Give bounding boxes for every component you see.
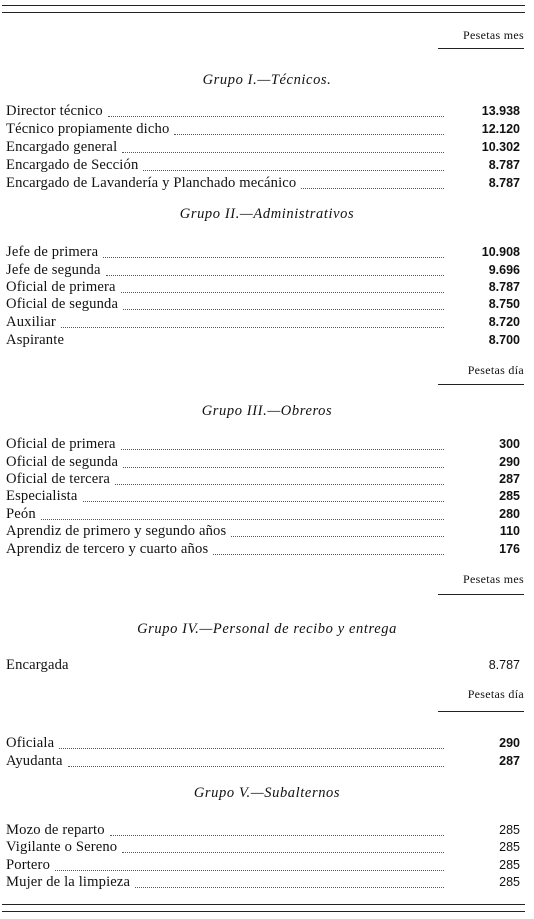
table-row <box>6 313 520 331</box>
bottom-rule-thick <box>2 911 525 912</box>
leader-dots <box>121 449 444 450</box>
row-label: Oficial de primera <box>6 436 116 452</box>
leader-dots <box>59 748 444 749</box>
row-label: Técnico propiamente dicho <box>6 121 170 137</box>
row-value: 176 <box>499 542 520 556</box>
row-label: Mujer de la limpieza <box>6 874 131 890</box>
table-row <box>6 174 520 192</box>
leader-dots <box>143 170 444 171</box>
row-label: Portero <box>6 857 51 873</box>
leader-dots <box>123 467 444 468</box>
row-label: Aspirante <box>6 332 65 348</box>
row-label: Director técnico <box>6 103 103 119</box>
row-value: 285 <box>499 840 520 854</box>
unit-header-mes: Pesetas mes <box>463 572 524 586</box>
row-value: 110 <box>499 524 520 538</box>
table-row <box>6 838 520 856</box>
group-title-subalternos: Grupo V.—Subalternos <box>193 785 341 801</box>
leader-dots <box>231 536 444 537</box>
row-value: 12.120 <box>481 122 520 136</box>
table-row <box>6 752 520 770</box>
leader-dots <box>55 870 444 871</box>
table-row <box>6 120 520 138</box>
table-row <box>6 470 520 488</box>
row-label: Oficial de segunda <box>6 296 119 312</box>
table-row <box>6 278 520 296</box>
leader-dots <box>110 835 444 836</box>
table-row <box>6 331 520 349</box>
row-label: Auxiliar <box>6 314 56 330</box>
table-row <box>6 540 520 558</box>
unit-header-rule <box>438 384 524 385</box>
row-value: 285 <box>499 823 520 837</box>
unit-header-mes: Pesetas mes <box>463 28 524 42</box>
unit-header-dia: Pesetas día <box>467 687 524 701</box>
unit-header-rule <box>438 48 524 49</box>
row-label: Oficial de primera <box>6 279 116 295</box>
group-title-obreros: Grupo III.—Obreros <box>201 403 333 419</box>
row-label: Peón <box>6 506 36 522</box>
leader-dots <box>61 327 444 328</box>
row-value: 280 <box>499 507 520 521</box>
table-row <box>6 295 520 313</box>
top-rule-thick <box>2 5 525 6</box>
unit-header-dia: Pesetas día <box>467 363 524 377</box>
row-value: 8.787 <box>488 176 520 190</box>
table-row <box>6 505 520 523</box>
row-value: 285 <box>499 858 520 872</box>
row-value: 8.720 <box>488 315 520 329</box>
leader-dots <box>83 501 445 502</box>
row-label: Aprendiz de tercero y cuarto años <box>6 541 209 557</box>
table-row <box>6 522 520 540</box>
row-value: 290 <box>499 455 520 469</box>
leader-dots <box>68 766 444 767</box>
leader-dots <box>122 852 444 853</box>
leader-dots <box>103 257 444 258</box>
bottom-rule-thin <box>2 904 525 905</box>
row-value: 9.696 <box>488 263 520 277</box>
row-value: 8.787 <box>488 658 520 672</box>
row-label: Mozo de reparto <box>6 822 105 838</box>
row-value: 290 <box>499 736 520 750</box>
row-label: Ayudanta <box>6 753 63 769</box>
leader-dots <box>301 188 444 189</box>
unit-header-rule <box>438 594 524 595</box>
table-row <box>6 873 520 891</box>
row-label: Oficiala <box>6 735 55 751</box>
top-rule-thin <box>2 12 525 13</box>
row-value: 10.302 <box>481 140 520 154</box>
leader-dots <box>123 309 444 310</box>
leader-dots <box>115 484 444 485</box>
leader-dots <box>41 519 444 520</box>
table-row <box>6 243 520 261</box>
row-value: 287 <box>499 472 520 486</box>
unit-header-rule <box>438 711 524 712</box>
table-row <box>6 656 520 674</box>
row-label: Vigilante o Sereno <box>6 839 118 855</box>
leader-dots <box>174 134 444 135</box>
table-row <box>6 156 520 174</box>
table-row <box>6 435 520 453</box>
group-title-administrativos: Grupo II.—Administrativos <box>179 206 355 222</box>
row-value: 8.750 <box>488 297 520 311</box>
table-row <box>6 102 520 120</box>
table-row <box>6 138 520 156</box>
leader-dots <box>122 152 444 153</box>
leader-dots <box>106 275 444 276</box>
leader-dots <box>121 292 444 293</box>
row-value: 300 <box>499 437 520 451</box>
row-label: Especialista <box>6 488 78 504</box>
row-label: Encargado de Lavandería y Planchado mecánico <box>6 175 297 191</box>
row-label: Jefe de segunda <box>6 262 101 278</box>
row-label: Encargado general <box>6 139 118 155</box>
row-value: 287 <box>499 754 520 768</box>
row-value: 8.700 <box>488 333 520 347</box>
row-value: 13.938 <box>481 104 520 118</box>
row-label: Encargada <box>6 657 69 673</box>
row-value: 285 <box>499 875 520 889</box>
row-value: 10.908 <box>481 245 520 259</box>
table-row <box>6 453 520 471</box>
row-label: Jefe de primera <box>6 244 99 260</box>
table-row <box>6 261 520 279</box>
row-label: Oficial de segunda <box>6 454 119 470</box>
leader-dots <box>213 554 444 555</box>
table-row <box>6 821 520 839</box>
table-row <box>6 856 520 874</box>
table-row <box>6 734 520 752</box>
group-title-tecnicos: Grupo I.—Técnicos. <box>202 72 332 88</box>
table-row <box>6 487 520 505</box>
leader-dots <box>135 887 444 888</box>
row-label: Aprendiz de primero y segundo años <box>6 523 227 539</box>
row-value: 8.787 <box>488 158 520 172</box>
row-value: 285 <box>499 489 520 503</box>
leader-dots <box>108 116 444 117</box>
row-value: 8.787 <box>488 280 520 294</box>
row-label: Encargado de Sección <box>6 157 139 173</box>
row-label: Oficial de tercera <box>6 471 110 487</box>
group-title-personal-recibo: Grupo IV.—Personal de recibo y entrega <box>137 621 397 637</box>
